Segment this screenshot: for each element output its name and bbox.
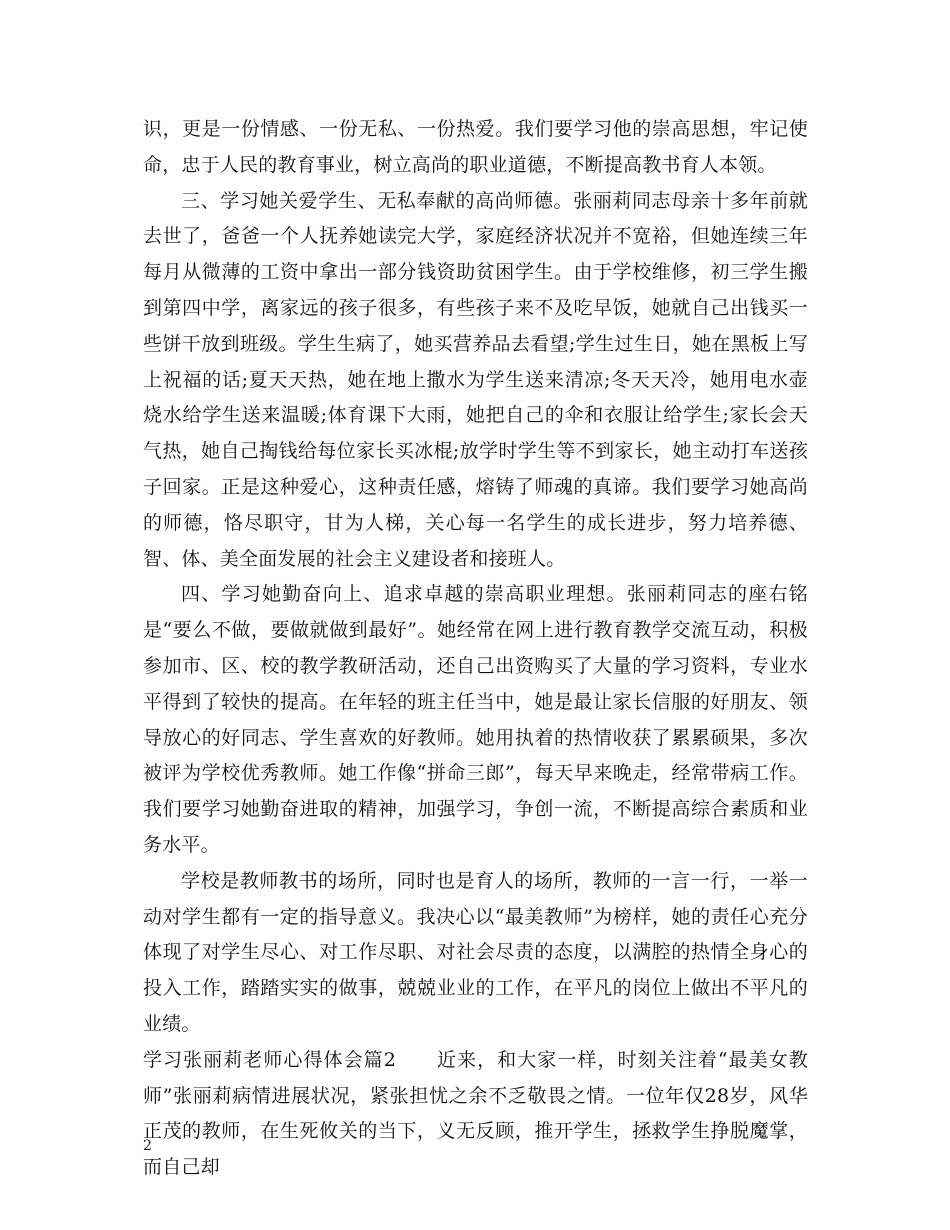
page-number: 2 (143, 1138, 152, 1154)
paragraph-continuation: 识，更是一份情感、一份无私、一份热爱。我们要学习他的崇高思想，牢记使命，忠于人民的教育事业，树立高尚的职业道德，不断提高教书育人本领。 (143, 118, 808, 176)
paragraph-section-four: 四、学习她勤奋向上、追求卓越的崇高职业理想。张丽莉同志的座右铭是“要么不做，要做就做到最好”。她经常在网上进行教育教学交流互动，积极参加市、区、校的教学教研活动，还自己出资购买了大量的学习资料，专业水平得到了较快的提高。在年轻的班主任当中，她是最让家长信服的好朋友、领导放心的好同志、学生喜欢的好教师。她用执着的热情收获了累累硕果，多次被评为学校优秀教师。她工作像“拼命三郎”，每天早来晚走，经常带病工作。我们要学习她勤奋进取的精神，加强学习，争创一流，不断提高综合素质和业务水平。 (143, 583, 808, 856)
paragraph-conclusion: 学校是教师教书的场所，同时也是育人的场所，教师的一言一行，一举一动对学生都有一定的指导意义。我决心以“最美教师”为榜样，她的责任心充分体现了对学生尽心、对工作尽职、对社会尽责的态度，以满腔的热情全身心的投入工作，踏踏实实的做事，兢兢业业的工作，在平凡的岗位上做出不平凡的业绩。 (143, 869, 808, 1035)
paragraph-section-three: 三、学习她关爱学生、无私奉献的高尚师德。张丽莉同志母亲十多年前就去世了，爸爸一个人抚养她读完大学，家庭经济状况并不宽裕，但她连续三年每月从微薄的工资中拿出一部分钱资助贫困学生。由于学校维修，初三学生搬到第四中学，离家远的孩子很多，有些孩子来不及吃早饭，她就自己出钱买一些饼干放到班级。学生生病了，她买营养品去看望;学生过生日，她在黑板上写上祝福的话;夏天天热，她在地上撒水为学生送来清凉;冬天天冷，她用电水壶烧水给学生送来温暖;体育课下大雨，她把自己的伞和衣服让给学生;家长会天气热，她自己掏钱给每位家长买冰棍;放学时学生等不到家长，她主动打车送孩子回家。正是这种爱心，这种责任感，熔铸了师魂的真谛。我们要学习她高尚的师德，恪尽职守，甘为人梯，关心每一名学生的成长进步，努力培养德、智、体、美全面发展的社会主义建设者和接班人。 (143, 189, 808, 570)
paragraph-article-two: 学习张丽莉老师心得体会篇2 近来，和大家一样，时刻关注着“最美女教师”张丽莉病情进展状况，紧张担忧之余不乏敬畏之情。一位年仅28岁，风华正茂的教师，在生死攸关的当下，义无反顾，推开学生，拯救学生挣脱魔掌，而自己却 (143, 1048, 808, 1179)
body-text (143, 112, 808, 1186)
